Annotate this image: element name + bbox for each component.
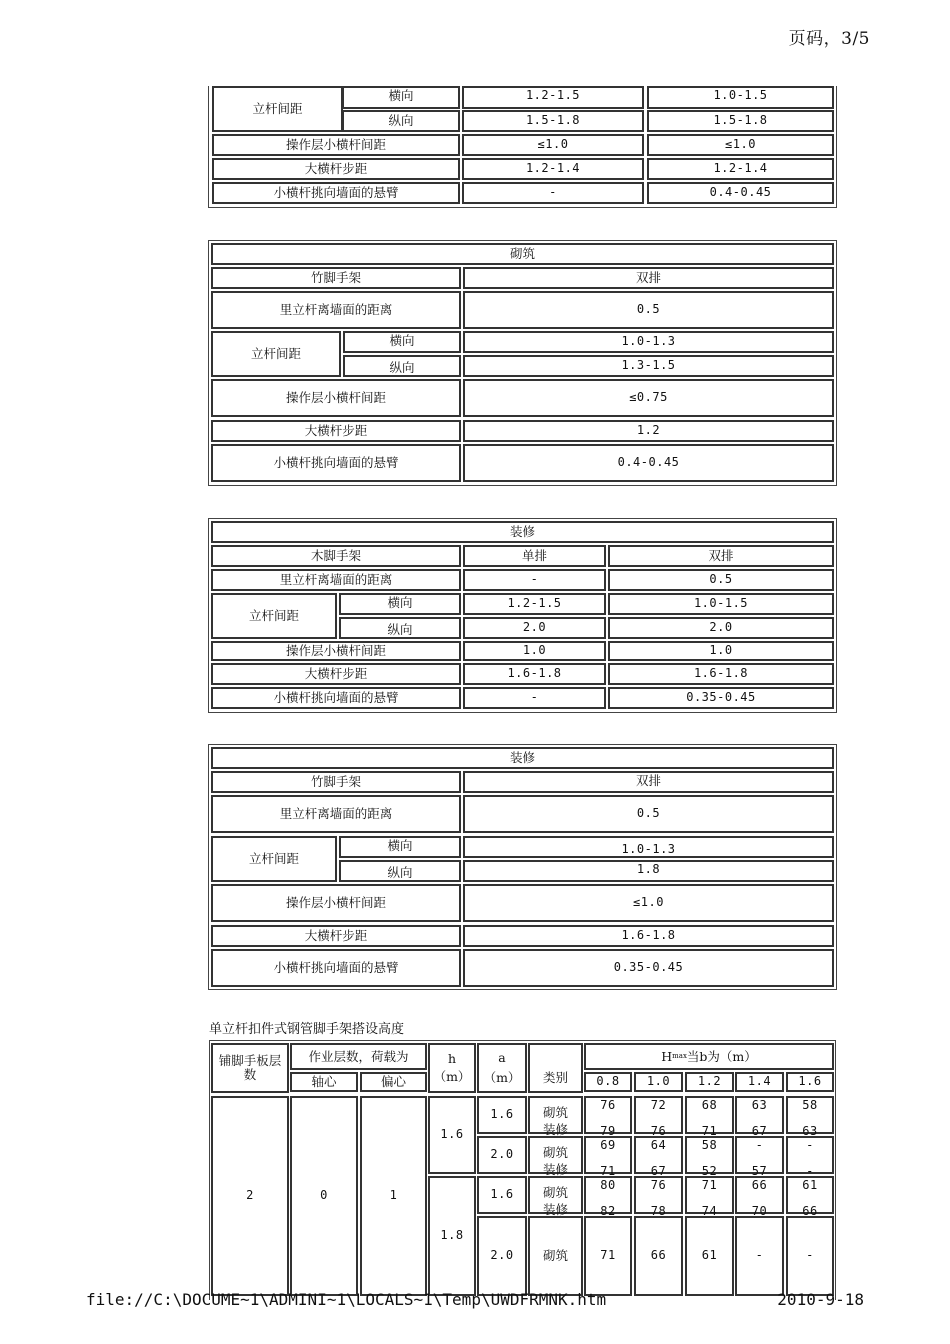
masonry-value: 66 — [634, 1216, 683, 1296]
cell: 1.2-1.5 — [463, 593, 606, 615]
work-layers-header: 作业层数，荷载为 — [290, 1043, 427, 1070]
column-header: 双排 — [463, 771, 834, 793]
cell: 1.5-1.8 — [647, 110, 834, 132]
value-cell — [634, 1096, 683, 1138]
masonry-value: 76 — [650, 1178, 667, 1192]
decoration-value: 76 — [650, 1123, 667, 1138]
cell: 0.35-0.45 — [608, 687, 834, 709]
a-header — [477, 1043, 527, 1093]
pole-spacing-label: 立杆间距 — [212, 86, 343, 132]
inner-pole-distance-label: 里立杆离墙面的距离 — [211, 795, 461, 833]
cell: 2.0 — [608, 617, 834, 639]
masonry-value: 63 — [751, 1098, 768, 1112]
masonry-value: 64 — [650, 1138, 667, 1152]
masonry-label: 砌筑 — [528, 1216, 583, 1296]
value-cell — [786, 1096, 834, 1138]
big-bar-step-label: 大横杆步距 — [212, 158, 460, 180]
cell: 0.5 — [463, 795, 834, 833]
decoration-label: 装修 — [542, 1202, 568, 1218]
cell: 0.4-0.45 — [647, 182, 834, 204]
b-value: 1.0 — [634, 1072, 683, 1092]
scaffold-type: 竹脚手架 — [211, 267, 461, 289]
category-cell — [528, 1136, 583, 1178]
b-value: 1.4 — [735, 1072, 784, 1092]
decoration-value: 70 — [751, 1203, 768, 1218]
masonry-value: 61 — [685, 1216, 734, 1296]
cell: 1.2-1.4 — [647, 158, 834, 180]
cell: 1.8 — [463, 860, 834, 882]
cell: 1.0 — [608, 641, 834, 661]
table-2 — [208, 240, 837, 486]
cell: 1.5-1.8 — [462, 110, 644, 132]
big-bar-step-label: 大横杆步距 — [211, 663, 461, 685]
a-unit: （m） — [483, 1070, 521, 1085]
small-bar-spacing-label: 操作层小横杆间距 — [211, 379, 461, 417]
cell: 0.35-0.45 — [463, 949, 834, 987]
h-value: 1.6 — [428, 1096, 476, 1174]
big-bar-step-label: 大横杆步距 — [211, 420, 461, 442]
masonry-value: 72 — [650, 1098, 667, 1112]
a-value: 2.0 — [477, 1136, 527, 1174]
decoration-value: 66 — [802, 1203, 818, 1218]
table-1 — [208, 86, 837, 208]
plank-layers-header: 铺脚手板层数 — [211, 1043, 289, 1093]
cell: 1.6-1.8 — [463, 663, 606, 685]
file-path: file://C:\DOCUME~1\ADMINI~1\LOCALS~1\Temp\UWDFRMNK.htm — [86, 1290, 607, 1309]
h-value: 1.8 — [428, 1176, 476, 1296]
cell: 0.5 — [463, 291, 834, 329]
decoration-value: 71 — [701, 1123, 718, 1138]
decoration-value: 79 — [600, 1123, 616, 1138]
scaffold-type: 竹脚手架 — [211, 771, 461, 793]
axial-header: 轴心 — [290, 1072, 358, 1092]
category-cell — [528, 1176, 583, 1218]
masonry-label: 砌筑 — [542, 1185, 568, 1200]
hmax-symbol: H — [661, 1048, 673, 1064]
cell: 1.0 — [463, 641, 606, 661]
cell: - — [463, 687, 606, 709]
pole-spacing-label: 立杆间距 — [211, 836, 337, 882]
longitudinal-label: 纵向 — [343, 355, 461, 377]
print-date: 2010-9-18 — [777, 1290, 864, 1309]
value-cell — [735, 1096, 784, 1138]
cell: 1.2 — [463, 420, 834, 442]
cell: ≤1.0 — [647, 134, 834, 156]
decoration-value: - — [806, 1163, 814, 1178]
table-5 — [209, 1040, 837, 1264]
masonry-value: - — [735, 1216, 784, 1296]
decoration-value: 82 — [600, 1203, 616, 1218]
pole-spacing-label: 立杆间距 — [211, 331, 341, 377]
h-unit: （m） — [433, 1069, 471, 1084]
cantilever-label: 小横杆挑向墙面的悬臂 — [212, 182, 460, 204]
transverse-label: 横向 — [339, 593, 461, 615]
value-cell — [735, 1176, 784, 1218]
a-value: 1.6 — [477, 1176, 527, 1214]
masonry-value: 61 — [802, 1178, 818, 1192]
decoration-value: 78 — [650, 1203, 667, 1218]
cell: 1.6-1.8 — [608, 663, 834, 685]
a-label: a — [498, 1050, 506, 1066]
b-value: 1.6 — [786, 1072, 834, 1092]
cell: - — [462, 182, 644, 204]
table-title: 装修 — [211, 521, 834, 543]
masonry-value: 58 — [701, 1138, 718, 1152]
scaffold-type: 木脚手架 — [211, 545, 461, 567]
longitudinal-label: 纵向 — [342, 110, 460, 132]
masonry-label: 砌筑 — [542, 1105, 568, 1120]
longitudinal-label: 纵向 — [339, 617, 461, 639]
hmax-subscript: max — [672, 1051, 687, 1060]
masonry-label: 砌筑 — [542, 1145, 568, 1160]
masonry-value: 58 — [802, 1098, 818, 1112]
masonry-value: 69 — [600, 1138, 616, 1152]
b-value: 1.2 — [685, 1072, 734, 1092]
masonry-value: - — [786, 1216, 834, 1296]
eccentric-header: 偏心 — [360, 1072, 427, 1092]
decoration-value: 57 — [751, 1163, 768, 1178]
masonry-value: 66 — [751, 1178, 768, 1192]
axial-value: 0 — [290, 1096, 358, 1296]
cantilever-label: 小横杆挑向墙面的悬臂 — [211, 444, 461, 482]
cantilever-label: 小横杆挑向墙面的悬臂 — [211, 687, 461, 709]
double-row-header: 双排 — [608, 545, 834, 567]
value-cell — [786, 1176, 834, 1218]
table-caption: 单立杆扣件式钢管脚手架搭设高度 — [209, 1022, 405, 1037]
cell: 1.0-1.5 — [647, 86, 834, 109]
decoration-value: 52 — [701, 1163, 718, 1178]
category-header: 类别 — [528, 1043, 583, 1093]
cell: 1.2-1.4 — [462, 158, 644, 180]
value-cell — [685, 1096, 734, 1138]
hmax-header — [584, 1043, 834, 1070]
masonry-value: 71 — [701, 1178, 718, 1192]
decoration-value: 67 — [751, 1123, 768, 1138]
inner-pole-distance-label: 里立杆离墙面的距离 — [211, 291, 461, 329]
table-title: 装修 — [211, 747, 834, 769]
decoration-value: 67 — [650, 1163, 667, 1178]
transverse-label: 横向 — [343, 331, 461, 353]
decoration-label: 装修 — [542, 1122, 568, 1138]
cell: ≤1.0 — [462, 134, 644, 156]
transverse-label: 横向 — [339, 836, 461, 858]
longitudinal-label: 纵向 — [339, 860, 461, 882]
masonry-value: 80 — [600, 1178, 616, 1192]
hmax-suffix: 当b为（m） — [686, 1048, 757, 1064]
value-cell — [685, 1136, 734, 1178]
plank-layers-value: 2 — [211, 1096, 289, 1296]
page-number: 页码，3/5 — [788, 29, 870, 49]
value-cell — [786, 1136, 834, 1178]
value-cell — [634, 1136, 683, 1178]
eccentric-value: 1 — [360, 1096, 427, 1296]
value-cell — [685, 1176, 734, 1218]
cell: 1.0-1.3 — [463, 331, 834, 353]
cell: 1.6-1.8 — [463, 925, 834, 947]
value-cell — [735, 1136, 784, 1178]
h-header — [428, 1043, 476, 1093]
masonry-value: 71 — [584, 1216, 632, 1296]
cell: 2.0 — [463, 617, 606, 639]
value-cell — [634, 1176, 683, 1218]
masonry-value: 68 — [701, 1098, 718, 1112]
decoration-value: 74 — [701, 1203, 718, 1218]
inner-pole-distance-label: 里立杆离墙面的距离 — [211, 569, 461, 591]
small-bar-spacing-label: 操作层小横杆间距 — [212, 134, 460, 156]
cell: 1.3-1.5 — [463, 355, 834, 377]
cell: 1.2-1.5 — [462, 86, 644, 109]
cell: 1.0-1.5 — [608, 593, 834, 615]
cell: 1.0-1.3 — [463, 836, 834, 858]
table-title: 砌筑 — [211, 243, 834, 265]
cell: 0.5 — [608, 569, 834, 591]
pole-spacing-label: 立杆间距 — [211, 593, 337, 639]
a-value: 2.0 — [477, 1216, 527, 1296]
small-bar-spacing-label: 操作层小横杆间距 — [211, 884, 461, 922]
value-cell — [584, 1096, 632, 1138]
decoration-label: 装修 — [542, 1162, 568, 1178]
transverse-label: 横向 — [342, 86, 460, 109]
table-4 — [208, 744, 837, 990]
b-value: 0.8 — [584, 1072, 632, 1092]
table-3 — [208, 518, 837, 713]
masonry-value: - — [755, 1138, 764, 1152]
column-header: 双排 — [463, 267, 834, 289]
single-row-header: 单排 — [463, 545, 606, 567]
decoration-value: 63 — [802, 1123, 818, 1138]
a-value: 1.6 — [477, 1096, 527, 1134]
category-cell — [528, 1096, 583, 1138]
value-cell — [584, 1136, 632, 1178]
masonry-value: - — [806, 1138, 814, 1152]
cell: ≤1.0 — [463, 884, 834, 922]
cantilever-label: 小横杆挑向墙面的悬臂 — [211, 949, 461, 987]
cell: ≤0.75 — [463, 379, 834, 417]
cell: 0.4-0.45 — [463, 444, 834, 482]
h-label: h — [447, 1051, 457, 1067]
cell: - — [463, 569, 606, 591]
decoration-value: 71 — [600, 1163, 616, 1178]
small-bar-spacing-label: 操作层小横杆间距 — [211, 641, 461, 661]
big-bar-step-label: 大横杆步距 — [211, 925, 461, 947]
value-cell — [584, 1176, 632, 1218]
masonry-value: 76 — [600, 1098, 616, 1112]
